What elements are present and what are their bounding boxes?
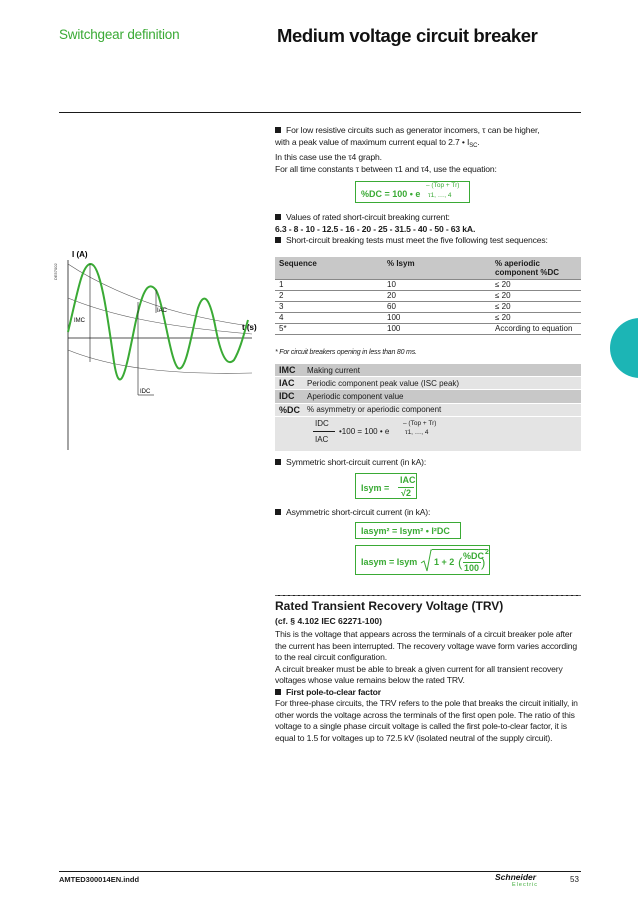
bullet-icon — [275, 237, 281, 243]
sqrt-icon — [420, 549, 432, 573]
intro-line-2-sub: SC — [469, 142, 478, 149]
sequence-table-header — [275, 257, 581, 280]
formula-numerator: IDC — [315, 418, 329, 428]
table-footnote: * For circuit breakers opening in less than 80 ms. — [275, 349, 417, 356]
table-cell: 20 — [383, 291, 491, 302]
isym-den: √2 — [401, 488, 411, 498]
trv-body — [275, 629, 581, 744]
idc-label: IDC — [140, 389, 151, 395]
figure-id: DE57002 — [53, 263, 58, 280]
iac-label: IAC — [157, 308, 168, 314]
intro-text: For low resistive circuits such as generator incomers, τ can be higher, with a peak value of maximum current equal to 2.7 • $I_{SC}$. In this case use the τ4 graph. For all time constants τ between τ1 and τ4, use the equation: — [275, 125, 581, 175]
definition-row — [275, 390, 581, 403]
table-cell: ≤ 20 — [491, 302, 581, 313]
table-cell: 2 — [275, 291, 383, 302]
table-row — [275, 291, 581, 302]
imc-label: IMC — [74, 318, 85, 324]
definition-key: IAC — [279, 378, 295, 389]
title-divider — [59, 112, 581, 113]
chapter-tab — [610, 318, 638, 378]
definition-row — [275, 377, 581, 390]
sqrt-bar — [432, 549, 488, 550]
formula-rest: •100 = 100 • e — [339, 426, 390, 436]
intro-line-2: with a peak value of maximum current equal to 2.7 • I — [275, 136, 470, 147]
dc-equation-exp-bottom: τ1, …, 4 — [428, 192, 452, 199]
rated-line-2: Short-circuit breaking tests must meet the five following test sequences: — [286, 235, 548, 245]
definition-value: Aperiodic component value — [307, 391, 404, 401]
definition-key: IMC — [279, 365, 296, 376]
trv-heading-2: First pole-to-clear factor — [286, 686, 381, 697]
formula-denominator: IAC — [315, 434, 329, 444]
lower-envelope — [68, 350, 252, 373]
definition-value: Making current — [307, 365, 360, 375]
bullet-icon — [275, 459, 281, 465]
table-cell: ≤ 20 — [491, 313, 581, 324]
iasym-frac-den: 100 — [464, 563, 480, 573]
bullet-icon — [275, 689, 281, 695]
footer-filename: AMTED300014EN.indd — [59, 875, 140, 884]
iasym-inner: 1 + 2 — [434, 557, 455, 567]
col-header-dc: % aperiodic component %DC — [491, 257, 581, 280]
formula-exp-top: – (Top + Tr) — [403, 419, 437, 427]
open-paren-icon: ( — [458, 555, 463, 570]
definition-row — [275, 404, 581, 417]
isym-formula-box — [355, 473, 417, 499]
table-cell: 3 — [275, 302, 383, 313]
iasym-pow: 2 — [485, 549, 489, 556]
table-cell: 4 — [275, 313, 383, 324]
table-cell: 10 — [383, 280, 491, 291]
definition-key: IDC — [279, 391, 295, 402]
table-cell: 5* — [275, 324, 383, 335]
sequence-table — [275, 257, 581, 335]
current-waveform — [68, 264, 248, 380]
col-header-isym: % Isym — [383, 257, 491, 280]
isym-num: IAC — [400, 475, 416, 485]
definition-row — [275, 364, 581, 377]
table-cell: According to equation — [491, 324, 581, 335]
col-header-sequence: Sequence — [275, 257, 383, 280]
table-row — [275, 302, 581, 313]
brand-logo-sub: Electric — [512, 882, 539, 888]
iasym-formula-box — [355, 545, 490, 575]
trv-subtitle: (cf. § 4.102 IEC 62271-100) — [275, 616, 383, 626]
trv-paragraph-2: A circuit breaker must be able to break a given current for all transient recovery voltages whose value remains below the rated TRV. — [275, 663, 563, 685]
table-cell: 60 — [383, 302, 491, 313]
table-row — [275, 280, 581, 291]
current-waveform-chart — [52, 250, 267, 465]
definition-key: %DC — [279, 404, 301, 415]
table-row — [275, 313, 581, 324]
dc-equation-lhs: %DC = 100 • e — [361, 189, 421, 199]
upper-envelope — [68, 264, 252, 326]
asymmetric-label — [275, 507, 581, 519]
isym-lhs: Isym = — [361, 483, 390, 493]
dc-equation-box — [355, 181, 470, 203]
table-row — [275, 324, 581, 335]
rated-values — [275, 212, 581, 247]
rated-values-list: 6.3 - 8 - 10 - 12.5 - 16 - 20 - 25 - 31.5 - 40 - 50 - 63 kA. — [275, 223, 476, 234]
symmetric-text: Symmetric short-circuit current (in kA): — [286, 457, 427, 467]
x-axis-label: t (s) — [242, 323, 257, 332]
bullet-icon — [275, 127, 281, 133]
table-cell: ≤ 20 — [491, 280, 581, 291]
intro-line-3: In this case use the τ4 graph. — [275, 152, 382, 162]
table-cell: ≤ 20 — [491, 291, 581, 302]
y-axis-label: I (A) — [72, 250, 88, 259]
symmetric-label — [275, 457, 581, 469]
trv-paragraph-1: This is the voltage that appears across the terminals of a circuit breaker pole after the current has been interrupted. The recovery voltage wave form varies according to the real circuit configuration. — [275, 629, 578, 662]
intro-line-1: For low resistive circuits such as generator incomers, τ can be higher, — [286, 125, 540, 135]
intro-line-4: For all time constants τ between τ1 and τ4, use the equation: — [275, 163, 497, 174]
table-cell: 100 — [383, 313, 491, 324]
dc-definition-formula — [275, 417, 581, 451]
iasym-squared-formula: Iasym² = Isym² • I²DC — [361, 526, 450, 536]
trv-paragraph-3: For three-phase circuits, the TRV refers to the pole that breaks the circuit initially, in other words the voltage across the terminals of the first open pole. The ratio of this voltage to a single phase circuit voltage is called the first pole-to-clear factor, it is equal to 1.5 for voltages up to 72.5 kV (isolated neutral of the supply circuit). — [275, 698, 578, 743]
close-paren-icon: ) — [481, 555, 486, 570]
fraction-bar — [313, 431, 335, 432]
formula-exp-bottom: τ1, …, 4 — [405, 428, 429, 436]
dc-equation-exp-top: – (Top + Tr) — [426, 182, 460, 189]
page-number: 53 — [570, 875, 579, 884]
iasym-frac-num: %DC — [463, 551, 485, 561]
definition-value: % asymmetry or aperiodic component — [307, 405, 442, 415]
asymmetric-text: Asymmetric short-circuit current (in kA): — [286, 507, 431, 517]
brand-logo: Schneider — [495, 872, 537, 882]
table-cell: 100 — [383, 324, 491, 335]
bullet-icon — [275, 509, 281, 515]
table-cell: 1 — [275, 280, 383, 291]
rated-line-1: Values of rated short-circuit breaking current: — [286, 212, 450, 222]
definition-value: Periodic component peak value (ISC peak) — [307, 378, 460, 388]
trv-divider — [275, 595, 581, 596]
bullet-icon — [275, 214, 281, 220]
section-label: Switchgear definition — [59, 27, 180, 42]
trv-title: Rated Transient Recovery Voltage (TRV) — [275, 599, 504, 613]
iasym-lhs: Iasym = Isym — [361, 557, 418, 567]
page-title: Medium voltage circuit breaker — [277, 25, 538, 46]
iasym-squared-box — [355, 522, 461, 539]
definitions-table — [275, 364, 581, 451]
